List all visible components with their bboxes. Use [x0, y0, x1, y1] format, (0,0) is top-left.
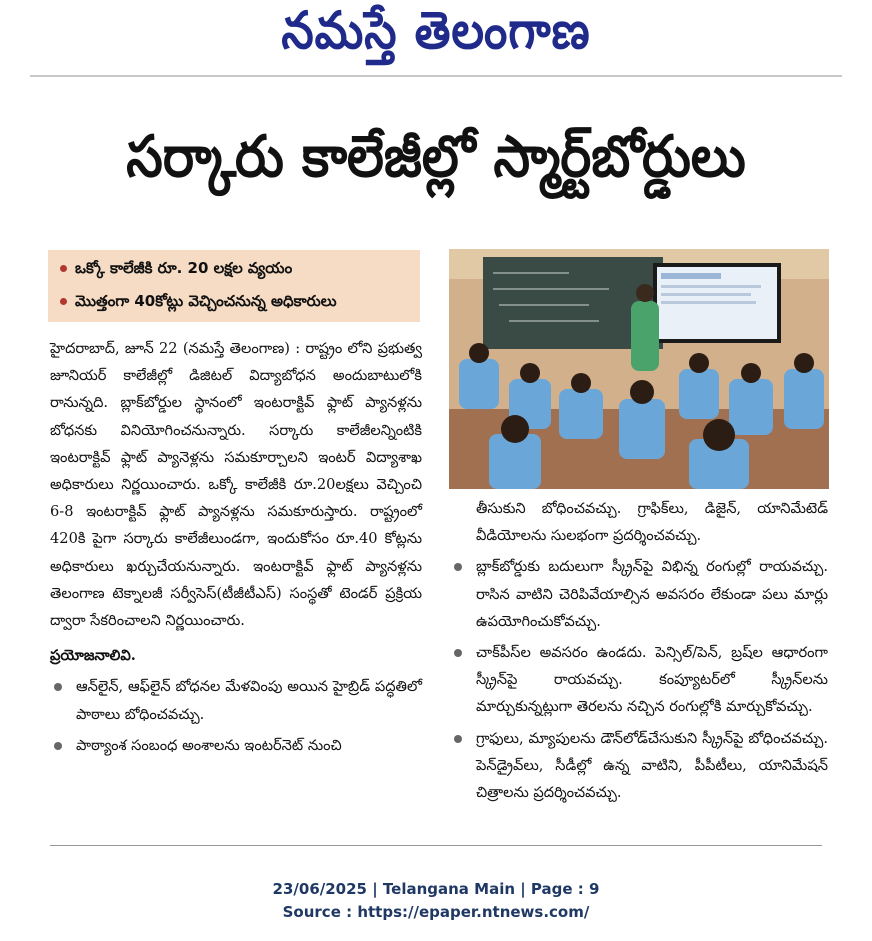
footer-edition-info: 23/06/2025 | Telangana Main | Page : 9 — [272, 880, 600, 898]
footer-source: Source : https://epaper.ntnews.com/ — [282, 903, 590, 921]
bullet-dot-icon — [60, 265, 67, 272]
highlight-text: ఒక్కో కాలేజీకి రూ. 20 లక్షల వ్యయం — [75, 259, 293, 277]
highlight-text: మొత్తంగా 40కోట్లు వెచ్చించనున్న అధికారులు — [75, 292, 337, 310]
benefit-text: పాఠ్యాంశ సంబంధ అంశాలను ఇంటర్‌నెట్ నుంచి — [76, 736, 342, 754]
bullet-dot-icon — [54, 742, 62, 750]
article-column-left — [50, 335, 422, 759]
benefit-text: గ్రాఫులు, మ్యాపులను డౌన్‌లోడ్‌చేసుకుని స్క్రీన్‌పై బోధించవచ్చు. పెన్‌డ్రైవ్‌లు, సీడీల్లో ఉన్న వాటిని, పీపీటీలు, యానిమేషన్ చిత్రాలను ప్రదర్శించవచ్చు. — [476, 729, 828, 802]
masthead-logo: నమస్తే తెలంగాణ — [281, 0, 591, 61]
benefit-item — [450, 553, 828, 635]
footer-divider — [50, 845, 822, 846]
classroom-photo — [449, 249, 829, 489]
benefit-item — [450, 639, 828, 721]
highlights-box — [48, 250, 420, 322]
benefit-item — [50, 673, 422, 727]
benefit-item — [450, 725, 828, 807]
masthead-divider — [30, 75, 842, 77]
section-subhead: ప్రయోజనాలివి. — [50, 647, 136, 665]
article-lead: హైదరాబాద్, జూన్ 22 (నమస్తే తెలంగాణ) : రాష్ట్రం లోని ప్రభుత్వ జూనియర్ కాలేజీల్లో డిజిటల్ విద్యాబోధన అందుబాటులోకి రానున్నది. బ్లాక్‌బోర్డుల స్థానంలో ఇంటరాక్టివ్ ఫ్లాట్ ప్యానళ్లను బోధనకు వినియోగించనున్నారు. సర్కారు కాలేజీలన్నింటికి ఇంటరాక్టివ్ ఫ్లాట్ ప్యానెళ్లను సమకూర్చాలని ఇంటర్ విద్యాశాఖ అధికారులు నిర్ణయించారు. ఒక్కో కాలేజీకి రూ.20లక్షలు వెచ్చించి 6-8 ఇంటరాక్టివ్ ఫ్లాట్ ప్యానళ్లను సమకూరుస్తారు. రాష్ట్రంలో 420కి పైగా సర్కారు కాలేజీలుండగా, ఇందుకోసం రూ.40 కోట్లను అధికారులు ఖర్చుచేయనున్నారు. ఇంటరాక్టివ్ ఫ్లాట్ ప్యానళ్లను తెలంగాణ టెక్నాలజీ సర్వీసెస్(టీజీటీఎస్) సంస్థతో టెండర్ ప్రక్రియ ద్వారా సేకరించాలని నిర్ణయించారు. — [50, 340, 422, 630]
bullet-dot-icon — [454, 563, 462, 571]
bullet-dot-icon — [60, 298, 67, 305]
article-column-right — [450, 495, 828, 806]
benefit-text: బ్లాక్‌బోర్డుకు బదులుగా స్క్రీన్‌పై విభిన్న రంగుల్లో రాయవచ్చు. రాసిన వాటిని చెరిపివేయాల్సిన అవసరం లేకుండా పలు మార్లు ఉపయోగించుకోవచ్చు. — [476, 558, 828, 630]
highlight-item — [60, 259, 292, 281]
benefit-text: ఆన్‌లైన్, ఆఫ్‌లైన్ బోధనల మేళవింపు అయిన హైబ్రిడ్ పద్ధతిలో పాఠాలు బోధించవచ్చు. — [76, 678, 422, 723]
bullet-dot-icon — [454, 649, 462, 657]
bullet-dot-icon — [454, 735, 462, 743]
benefit-continuation: తీసుకుని బోధించవచ్చు. గ్రాఫిక్‌లు, డిజైన్, యానిమేటెడ్ వీడియోలను సులభంగా ప్రదర్శించవచ్చు. — [476, 500, 828, 545]
headline: సర్కారు కాలేజీల్లో స్మార్ట్‌బోర్డులు — [126, 124, 746, 191]
benefit-item — [50, 732, 422, 759]
bullet-dot-icon — [54, 683, 62, 691]
benefit-text: చాక్‌పీస్‌ల అవసరం ఉండదు. పెన్సిల్/పెన్, బ్రష్‌ల ఆధారంగా స్క్రీన్‌పై రాయవచ్చు. కంప్యూటర్‌లో స్క్రీన్‌లను మార్చుకున్నట్లుగా తెరలను నచ్చిన రంగుల్లోకి మార్చుకోవచ్చు. — [476, 644, 828, 716]
highlight-item — [60, 292, 337, 314]
